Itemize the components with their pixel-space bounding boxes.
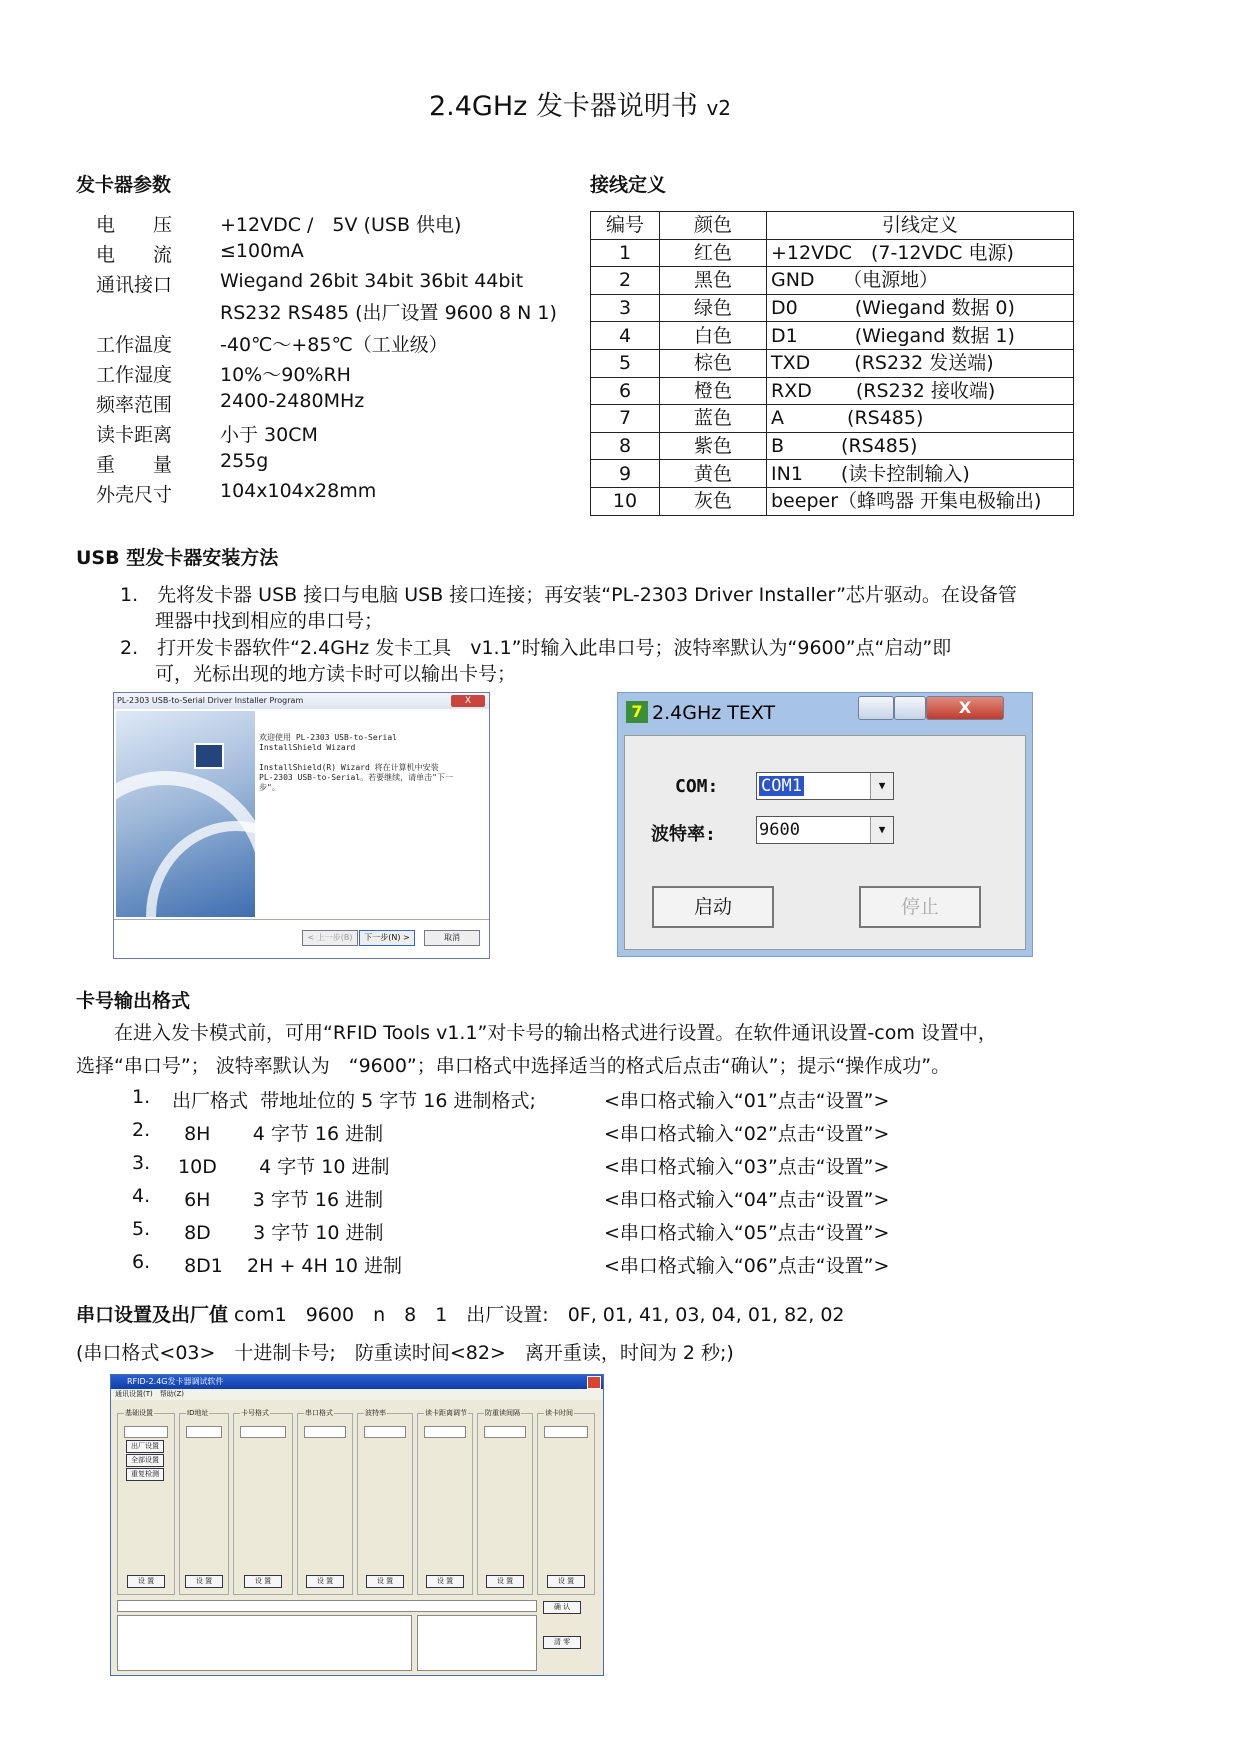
tool-titlebar: RFID-2.4G发卡器调试软件 — [111, 1375, 603, 1389]
wiring-cell: 2 — [591, 267, 660, 295]
wiring-cell: 灰色 — [660, 487, 767, 515]
wiring-cell: 9 — [591, 460, 660, 488]
format-item-desc: 8H 4 字节 16 进制 — [172, 1123, 384, 1145]
param-value: 小于 30CM — [220, 424, 318, 446]
param-value: Wiegand 26bit 34bit 36bit 44bit — [220, 270, 524, 292]
tool-menu[interactable]: 通讯设置(T) 帮助(Z) — [111, 1389, 603, 1400]
format-item-desc: 8D 3 字节 10 进制 — [172, 1222, 384, 1244]
wiring-cell: TXD (RS232 发送端) — [767, 349, 1074, 377]
param-key: 电 流 — [96, 244, 173, 266]
wiring-cell: IN1 (读卡控制输入) — [767, 460, 1074, 488]
param-value: -40℃～+85℃（工业级） — [220, 334, 448, 356]
wiring-cell: 1 — [591, 239, 660, 267]
tool-confirm-button[interactable]: 确 认 — [543, 1601, 581, 1614]
tool-set-button[interactable]: 设 置 — [426, 1575, 464, 1588]
usb-step2-line2: 可，光标出现的地方读卡时可以输出卡号； — [155, 663, 517, 685]
wiring-row — [591, 267, 1074, 295]
usb-heading: USB 型发卡器安装方法 — [76, 547, 279, 569]
tool-basic-button[interactable]: 重复检测 — [126, 1468, 164, 1481]
wiring-header-cell: 颜色 — [660, 212, 767, 240]
wiring-cell: 紫色 — [660, 432, 767, 460]
format-para1: 在进入发卡模式前，可用“RFID Tools v1.1”对卡号的输出格式进行设置。在软件通讯设置-com 设置中， — [114, 1022, 997, 1044]
params-heading: 发卡器参数 — [76, 174, 172, 196]
wiring-header-cell: 编号 — [591, 212, 660, 240]
tool-group — [297, 1409, 353, 1595]
com-label: COM: — [675, 776, 719, 797]
start-button[interactable]: 启动 — [652, 886, 774, 928]
minimize-button[interactable] — [858, 696, 894, 720]
param-value: 2400-2480MHz — [220, 390, 365, 412]
format-item-command: <串口格式输入“01”点击“设置”> — [604, 1090, 890, 1112]
wiring-header-row — [591, 212, 1074, 240]
tool-set-button[interactable]: 设 置 — [306, 1575, 344, 1588]
tool-set-button[interactable]: 设 置 — [185, 1575, 223, 1588]
wiring-table — [590, 211, 1074, 516]
tool-group-field[interactable] — [484, 1426, 526, 1438]
format-item-number: 2. — [132, 1119, 151, 1141]
format-item-number: 4. — [132, 1185, 151, 1207]
wiring-header-cell: 引线定义 — [767, 212, 1074, 240]
tool-set-button[interactable]: 设 置 — [366, 1575, 404, 1588]
tool-log-right[interactable] — [417, 1615, 537, 1671]
tool-group — [117, 1409, 175, 1595]
tool-group-label: 读卡距离调节 — [425, 1409, 467, 1417]
title-text: 2.4GHz 发卡器说明书 — [428, 91, 698, 122]
tool-group-label: 波特率 — [365, 1409, 386, 1417]
wiring-row — [591, 239, 1074, 267]
wiring-cell: RXD (RS232 接收端) — [767, 377, 1074, 405]
serial-line2: (串口格式<03> 十进制卡号; 防重读时间<82> 离开重读，时间为 2 秒;) — [76, 1342, 734, 1364]
format-item-command: <串口格式输入“02”点击“设置”> — [604, 1123, 890, 1145]
param-value: RS232 RS485 (出厂设置 9600 8 N 1) — [220, 302, 557, 324]
app-icon: 7 — [626, 701, 648, 723]
format-item-number: 5. — [132, 1218, 151, 1240]
format-item-number: 6. — [132, 1251, 151, 1273]
app-title: 2.4GHz TEXT — [652, 702, 776, 724]
param-key: 工作湿度 — [96, 364, 173, 386]
param-key: 工作温度 — [96, 334, 173, 356]
tool-group-field[interactable] — [240, 1426, 286, 1438]
tool-input-line[interactable] — [117, 1600, 537, 1612]
installer-close-button[interactable]: X — [451, 695, 485, 707]
wiring-cell: +12VDC (7-12VDC 电源) — [767, 239, 1074, 267]
wiring-cell: 8 — [591, 432, 660, 460]
tool-group-label: 防重读间隔 — [485, 1409, 520, 1417]
param-value: ≤100mA — [220, 240, 304, 262]
wiring-cell: 绿色 — [660, 294, 767, 322]
tool-basic-button[interactable]: 出厂设置 — [126, 1440, 164, 1453]
tool-basic-button[interactable]: 全部设置 — [126, 1454, 164, 1467]
tool-group — [417, 1409, 473, 1595]
chevron-down-icon: ▼ — [870, 773, 893, 799]
tool-set-button[interactable]: 设 置 — [244, 1575, 282, 1588]
tool-group — [179, 1409, 229, 1595]
tool-group-field[interactable] — [124, 1426, 168, 1438]
wiring-cell: 棕色 — [660, 349, 767, 377]
wiring-row — [591, 460, 1074, 488]
wiring-row — [591, 377, 1074, 405]
tool-group-field[interactable] — [424, 1426, 466, 1438]
baud-value: 9600 — [759, 820, 800, 840]
wiring-row — [591, 294, 1074, 322]
format-item-command: <串口格式输入“03”点击“设置”> — [604, 1156, 890, 1178]
installer-artwork — [116, 711, 255, 917]
tool-group-label: ID地址 — [187, 1409, 209, 1417]
tool-group — [477, 1409, 533, 1595]
format-heading: 卡号输出格式 — [76, 990, 191, 1012]
wiring-row — [591, 322, 1074, 350]
wiring-cell: 红色 — [660, 239, 767, 267]
baud-select[interactable] — [756, 816, 894, 844]
format-item-number: 3. — [132, 1152, 151, 1174]
baud-label: 波特率: — [651, 824, 716, 845]
tool-group-field[interactable] — [186, 1426, 222, 1438]
installer-window — [113, 692, 490, 959]
wiring-cell: 黄色 — [660, 460, 767, 488]
wiring-cell: D0 (Wiegand 数据 0) — [767, 294, 1074, 322]
usb-step1-line1: 1. 先将发卡器 USB 接口与电脑 USB 接口连接；再安装“PL-2303 Driver Installer”芯片驱动。在设备管 — [120, 584, 1017, 606]
tool-group-label: 基础设置 — [125, 1409, 153, 1417]
wiring-cell: 3 — [591, 294, 660, 322]
tool-set-button[interactable]: 设 置 — [547, 1575, 585, 1588]
com-select[interactable] — [756, 772, 894, 800]
installer-welcome-text: 欢迎使用 PL-2303 USB-to-Serial InstallShield Wizard InstallShield(R) Wizard 将在计算机中安装 PL-2303 USB-to-Serial。若要继续，请单击"下一 步"。 — [259, 733, 453, 792]
serial-values: com1 9600 n 8 1 出厂设置: 0F, 01, 41, 03, 04, 01, 82, 02 — [228, 1304, 845, 1326]
param-value: +12VDC / 5V (USB 供电) — [220, 214, 462, 236]
wiring-cell: 白色 — [660, 322, 767, 350]
wiring-cell: beeper（蜂鸣器 开集电极输出) — [767, 487, 1074, 515]
format-item-command: <串口格式输入“05”点击“设置”> — [604, 1222, 890, 1244]
wiring-cell: 蓝色 — [660, 405, 767, 433]
tool-group-field[interactable] — [304, 1426, 346, 1438]
format-item-number: 1. — [132, 1086, 151, 1108]
wiring-cell: GND （电源地） — [767, 267, 1074, 295]
param-value: 10%～90%RH — [220, 364, 351, 386]
wiring-row — [591, 487, 1074, 515]
tool-set-button[interactable]: 设 置 — [127, 1575, 165, 1588]
format-item-desc: 10D 4 字节 10 进制 — [172, 1156, 390, 1178]
wiring-cell: 5 — [591, 349, 660, 377]
tool-set-button[interactable]: 设 置 — [486, 1575, 524, 1588]
wiring-cell: 橙色 — [660, 377, 767, 405]
wiring-heading: 接线定义 — [590, 174, 667, 196]
tool-group-field[interactable] — [364, 1426, 406, 1438]
tool-group — [233, 1409, 293, 1595]
format-item-command: <串口格式输入“04”点击“设置”> — [604, 1189, 890, 1211]
wiring-row — [591, 405, 1074, 433]
com-value: COM1 — [761, 776, 802, 796]
installer-titlebar: PL-2303 USB-to-Serial Driver Installer Program — [114, 693, 489, 709]
tool-window — [110, 1374, 604, 1676]
installer-next-button[interactable]: 下一步(N) > — [359, 930, 415, 946]
tool-group-label: 卡号格式 — [241, 1409, 269, 1417]
tool-clear-button[interactable]: 清 零 — [543, 1636, 581, 1649]
format-item-command: <串口格式输入“06”点击“设置”> — [604, 1255, 890, 1277]
wiring-cell: D1 (Wiegand 数据 1) — [767, 322, 1074, 350]
format-item-desc: 6H 3 字节 16 进制 — [172, 1189, 384, 1211]
param-key: 通讯接口 — [96, 274, 173, 296]
wiring-row — [591, 349, 1074, 377]
document-title — [0, 84, 1160, 123]
tool-close-icon[interactable] — [587, 1376, 601, 1389]
app-window — [617, 692, 1033, 957]
wiring-cell: A (RS485) — [767, 405, 1074, 433]
param-key: 频率范围 — [96, 394, 173, 416]
maximize-button[interactable] — [894, 696, 926, 720]
installer-back-button[interactable]: < 上一步(B) — [302, 930, 358, 946]
wiring-cell: 4 — [591, 322, 660, 350]
tool-group-field[interactable] — [544, 1426, 588, 1438]
param-key: 读卡距离 — [96, 424, 173, 446]
wiring-cell: 10 — [591, 487, 660, 515]
param-key: 重 量 — [96, 454, 173, 476]
param-key: 电 压 — [96, 214, 173, 236]
stop-button[interactable]: 停止 — [859, 886, 981, 928]
wiring-row — [591, 432, 1074, 460]
wiring-cell: B (RS485) — [767, 432, 1074, 460]
installshield-logo-icon — [194, 743, 224, 769]
installer-cancel-button[interactable]: 取消 — [424, 930, 480, 946]
wiring-cell: 7 — [591, 405, 660, 433]
wiring-cell: 黑色 — [660, 267, 767, 295]
chevron-down-icon: ▼ — [870, 817, 893, 843]
tool-group-label: 读卡时间 — [545, 1409, 573, 1417]
param-key: 外壳尺寸 — [96, 484, 173, 506]
tool-group — [357, 1409, 413, 1595]
param-value: 104x104x28mm — [220, 480, 377, 502]
format-item-desc: 8D1 2H + 4H 10 进制 — [172, 1255, 403, 1277]
title-version: v2 — [706, 96, 732, 120]
param-value: 255g — [220, 450, 269, 472]
tool-log-left[interactable] — [117, 1615, 412, 1671]
format-item-desc: 出厂格式 带地址位的 5 字节 16 进制格式; — [172, 1090, 536, 1112]
usb-step2-line1: 2. 打开发卡器软件“2.4GHz 发卡工具 v1.1”时输入此串口号；波特率默认为“9600”点“启动”即 — [120, 637, 952, 659]
tool-group — [537, 1409, 595, 1595]
serial-heading: 串口设置及出厂值 — [76, 1304, 229, 1326]
tool-group-label: 串口格式 — [305, 1409, 333, 1417]
app-close-button[interactable]: X — [926, 696, 1004, 720]
format-para2: 选择“串口号”； 波特率默认为 “9600”；串口格式中选择适当的格式后点击“确认”；提示“操作成功”。 — [76, 1055, 951, 1077]
wiring-cell: 6 — [591, 377, 660, 405]
usb-step1-line2: 理器中找到相应的串口号； — [155, 610, 384, 632]
serial-line1 — [76, 1300, 845, 1327]
